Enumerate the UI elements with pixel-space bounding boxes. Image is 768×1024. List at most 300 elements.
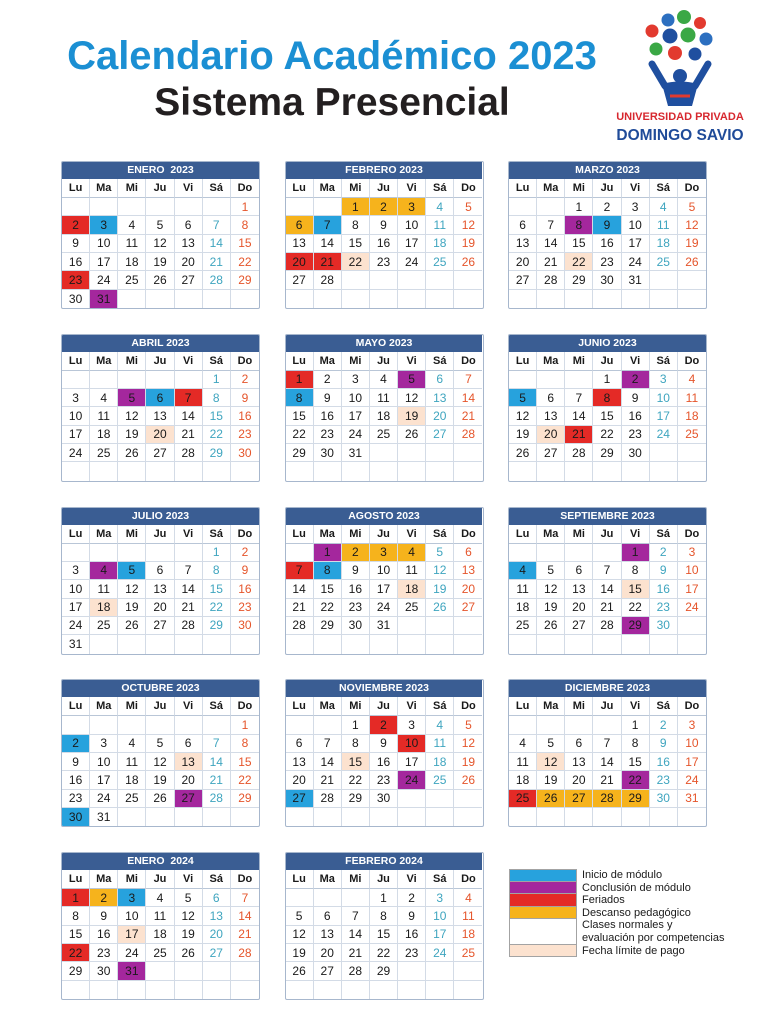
empty-cell [370,444,398,462]
day-cell: 9 [398,907,426,925]
day-cell: 19 [454,235,482,253]
empty-cell [146,198,174,216]
day-cell: 25 [118,790,146,808]
empty-cell [175,290,203,308]
day-cell: 18 [146,926,174,944]
empty-cell [90,198,118,216]
day-cell: 1 [203,544,231,562]
day-cell: 23 [231,599,259,617]
day-cell: 27 [314,962,342,980]
day-cell: 12 [454,735,482,753]
day-cell: 5 [678,198,706,216]
day-cell: 16 [593,235,621,253]
logo-figure [652,64,708,106]
day-cell: 4 [146,889,174,907]
empty-cell [146,371,174,389]
weekday-label: Mi [342,179,370,198]
month-header: MAYO 2023 [286,335,483,352]
weekday-label: Ma [537,525,565,544]
day-cell: 7 [593,562,621,580]
month-header: DICIEMBRE 2023 [509,680,706,697]
day-cell: 22 [231,253,259,271]
day-cell: 30 [314,444,342,462]
empty-cell [118,198,146,216]
weekday-label: Mi [565,352,593,371]
day-cell: 16 [370,235,398,253]
empty-cell [146,981,174,999]
day-cell: 11 [90,407,118,425]
day-cell: 21 [314,253,342,271]
day-cell: 21 [175,599,203,617]
day-cell: 28 [314,790,342,808]
day-cell: 8 [565,216,593,234]
weekday-label: Mi [118,697,146,716]
weekday-label: Do [231,352,259,371]
empty-cell [398,635,426,653]
weekday-label: Do [454,525,482,544]
empty-cell [509,808,537,826]
day-cell: 29 [286,444,314,462]
empty-cell [426,981,454,999]
weekday-label: Ju [146,352,174,371]
day-cell: 5 [146,735,174,753]
day-cell: 5 [509,389,537,407]
day-cell: 11 [454,907,482,925]
day-cell: 29 [62,962,90,980]
day-cell: 20 [537,426,565,444]
day-cell: 13 [565,580,593,598]
weekday-label: Vi [622,352,650,371]
university-logo [612,6,748,148]
day-cell: 1 [314,544,342,562]
day-cell: 18 [90,426,118,444]
weekday-label: Sá [426,697,454,716]
day-cell: 5 [537,562,565,580]
day-cell: 17 [622,235,650,253]
day-cell: 18 [454,926,482,944]
day-cell: 19 [398,407,426,425]
day-cell: 27 [286,271,314,289]
day-cell: 22 [314,599,342,617]
day-cell: 7 [175,562,203,580]
empty-cell [426,271,454,289]
day-cell: 4 [454,889,482,907]
day-cell: 26 [537,617,565,635]
day-cell: 9 [314,389,342,407]
empty-cell [286,462,314,480]
day-cell: 2 [593,198,621,216]
day-cell: 27 [175,790,203,808]
weekday-label: Do [678,525,706,544]
empty-cell [565,290,593,308]
day-cell: 28 [537,271,565,289]
day-cell: 3 [62,389,90,407]
weekday-label: Mi [118,352,146,371]
weekday-label: Vi [622,697,650,716]
day-cell: 12 [426,562,454,580]
weekday-label: Mi [342,352,370,371]
day-cell: 4 [426,716,454,734]
day-cell: 14 [454,389,482,407]
day-cell: 20 [175,771,203,789]
day-cell: 2 [622,371,650,389]
day-cell: 6 [286,216,314,234]
day-cell: 26 [146,790,174,808]
day-cell: 26 [454,771,482,789]
empty-cell [454,444,482,462]
weekday-label: Ma [537,697,565,716]
empty-cell [678,808,706,826]
empty-cell [286,981,314,999]
weekday-label: Ju [593,525,621,544]
weekday-label: Do [678,352,706,371]
weekday-label: Do [678,179,706,198]
empty-cell [118,716,146,734]
day-cell: 15 [203,407,231,425]
weekday-label: Vi [398,179,426,198]
day-cell: 1 [593,371,621,389]
weekday-label: Ju [146,697,174,716]
day-cell: 27 [203,944,231,962]
empty-cell [118,635,146,653]
day-cell: 24 [426,944,454,962]
month-mayo-2023 [285,334,484,482]
legend-item [509,945,724,958]
day-cell: 19 [118,599,146,617]
empty-cell [650,271,678,289]
day-cell: 6 [426,371,454,389]
day-cell: 3 [342,371,370,389]
day-cell: 16 [231,580,259,598]
day-cell: 28 [231,944,259,962]
day-cell: 18 [509,599,537,617]
empty-cell [650,808,678,826]
day-cell: 17 [678,580,706,598]
weekday-label: Do [678,697,706,716]
day-cell: 23 [370,253,398,271]
empty-cell [314,808,342,826]
weekday-label: Do [454,179,482,198]
empty-cell [593,635,621,653]
weekday-label: Vi [622,525,650,544]
day-cell: 23 [231,426,259,444]
day-cell: 9 [231,562,259,580]
day-cell: 5 [426,544,454,562]
day-cell: 3 [678,716,706,734]
day-cell: 6 [565,735,593,753]
weekday-label: Do [454,697,482,716]
weekday-label: Mi [565,697,593,716]
day-cell: 20 [203,926,231,944]
day-cell: 25 [426,771,454,789]
day-cell: 12 [118,580,146,598]
empty-cell [231,981,259,999]
day-cell: 11 [509,753,537,771]
day-cell: 20 [314,944,342,962]
day-cell: 12 [286,926,314,944]
empty-cell [509,198,537,216]
day-cell: 20 [509,253,537,271]
weekday-label: Sá [426,525,454,544]
day-cell: 30 [231,617,259,635]
empty-cell [426,808,454,826]
day-cell: 24 [90,790,118,808]
weekday-label: Sá [650,525,678,544]
day-cell: 26 [678,253,706,271]
day-cell: 6 [537,389,565,407]
weekday-label: Vi [175,697,203,716]
day-cell: 16 [342,580,370,598]
empty-cell [454,290,482,308]
month-header: ENERO 2023 [62,162,259,179]
day-cell: 14 [175,580,203,598]
day-cell: 31 [342,444,370,462]
day-cell: 11 [678,389,706,407]
empty-cell [286,889,314,907]
day-cell: 15 [622,753,650,771]
day-cell: 1 [62,889,90,907]
weekday-label: Mi [342,870,370,889]
day-cell: 10 [90,753,118,771]
weekday-label: Ma [90,697,118,716]
day-cell: 22 [62,944,90,962]
day-cell: 13 [175,753,203,771]
day-cell: 3 [398,716,426,734]
day-cell: 3 [62,562,90,580]
weekday-label: Do [454,870,482,889]
day-cell: 13 [454,562,482,580]
empty-cell [62,981,90,999]
day-cell: 18 [370,407,398,425]
day-cell: 13 [565,753,593,771]
page-title: Calendario Académico 2023 [67,34,597,78]
day-cell: 19 [118,426,146,444]
empty-cell [62,371,90,389]
day-cell: 30 [622,444,650,462]
weekday-label: Ju [593,697,621,716]
weekday-label: Do [231,179,259,198]
month-header: JULIO 2023 [62,508,259,525]
empty-cell [62,462,90,480]
weekday-label: Mi [342,697,370,716]
legend-label: Descanso pedagógico [582,906,691,919]
day-cell: 7 [565,389,593,407]
empty-cell [509,544,537,562]
empty-cell [231,290,259,308]
day-cell: 1 [286,371,314,389]
empty-cell [62,198,90,216]
legend-swatch [509,945,577,958]
day-cell: 26 [118,617,146,635]
empty-cell [90,716,118,734]
legend-swatch [509,919,577,944]
empty-cell [370,290,398,308]
month-header: FEBRERO 2024 [286,853,483,870]
day-cell: 4 [90,562,118,580]
empty-cell [454,635,482,653]
day-cell: 8 [203,389,231,407]
day-cell: 23 [90,944,118,962]
day-cell: 30 [62,808,90,826]
day-cell: 12 [398,389,426,407]
empty-cell [286,198,314,216]
legend-swatch [509,894,577,907]
empty-cell [370,635,398,653]
day-cell: 14 [593,580,621,598]
day-cell: 13 [314,926,342,944]
day-cell: 17 [398,235,426,253]
empty-cell [342,271,370,289]
day-cell: 6 [565,562,593,580]
day-cell: 15 [231,753,259,771]
empty-cell [342,290,370,308]
month-header: SEPTIEMBRE 2023 [509,508,706,525]
day-cell: 6 [203,889,231,907]
day-cell: 1 [231,198,259,216]
day-cell: 24 [678,771,706,789]
day-cell: 20 [146,426,174,444]
empty-cell [175,716,203,734]
empty-cell [650,444,678,462]
day-cell: 12 [146,753,174,771]
weekday-label: Vi [175,179,203,198]
day-cell: 28 [203,271,231,289]
day-cell: 9 [650,562,678,580]
empty-cell [537,198,565,216]
day-cell: 17 [370,580,398,598]
day-cell: 10 [622,216,650,234]
empty-cell [537,635,565,653]
day-cell: 7 [314,735,342,753]
day-cell: 26 [146,271,174,289]
empty-cell [146,808,174,826]
day-cell: 9 [370,216,398,234]
day-cell: 21 [593,599,621,617]
weekday-label: Mi [342,525,370,544]
day-cell: 5 [454,198,482,216]
day-cell: 2 [370,198,398,216]
day-cell: 17 [90,771,118,789]
day-cell: 31 [90,808,118,826]
day-cell: 31 [90,290,118,308]
empty-cell [565,635,593,653]
legend-label: Fecha límite de pago [582,944,685,957]
day-cell: 25 [90,444,118,462]
weekday-label: Ma [314,525,342,544]
weekday-label: Vi [175,352,203,371]
day-cell: 5 [286,907,314,925]
day-cell: 19 [426,580,454,598]
day-cell: 19 [454,753,482,771]
day-cell: 17 [90,253,118,271]
day-cell: 21 [565,426,593,444]
day-cell: 6 [454,544,482,562]
day-cell: 31 [622,271,650,289]
legend-item [509,894,724,907]
day-cell: 8 [62,907,90,925]
legend-swatch [509,907,577,920]
day-cell: 26 [509,444,537,462]
empty-cell [370,808,398,826]
empty-cell [314,462,342,480]
day-cell: 16 [90,926,118,944]
day-cell: 29 [370,962,398,980]
day-cell: 18 [426,235,454,253]
day-cell: 18 [426,753,454,771]
day-cell: 17 [650,407,678,425]
empty-cell [62,544,90,562]
empty-cell [398,808,426,826]
day-cell: 17 [342,407,370,425]
empty-cell [286,290,314,308]
day-cell: 28 [593,790,621,808]
empty-cell [90,544,118,562]
empty-cell [118,544,146,562]
legend-item [509,907,724,920]
day-cell: 15 [342,235,370,253]
month-marzo-2023 [508,161,707,309]
day-cell: 7 [203,216,231,234]
day-cell: 26 [398,426,426,444]
weekday-label: Vi [175,870,203,889]
empty-cell [398,271,426,289]
day-cell: 1 [622,716,650,734]
day-cell: 27 [146,617,174,635]
day-cell: 3 [370,544,398,562]
empty-cell [175,635,203,653]
empty-cell [678,462,706,480]
month-header: JUNIO 2023 [509,335,706,352]
weekday-label: Vi [622,179,650,198]
day-cell: 2 [90,889,118,907]
day-cell: 18 [650,235,678,253]
day-cell: 11 [509,580,537,598]
day-cell: 29 [231,271,259,289]
empty-cell [146,462,174,480]
day-cell: 14 [342,926,370,944]
day-cell: 5 [146,216,174,234]
day-cell: 13 [426,389,454,407]
day-cell: 27 [565,790,593,808]
day-cell: 2 [231,371,259,389]
weekday-label: Ma [90,525,118,544]
day-cell: 6 [286,735,314,753]
day-cell: 12 [146,235,174,253]
empty-cell [314,981,342,999]
legend-swatch [509,869,577,882]
empty-cell [231,462,259,480]
weekday-label: Ma [537,179,565,198]
day-cell: 16 [398,926,426,944]
day-cell: 19 [286,944,314,962]
day-cell: 14 [175,407,203,425]
day-cell: 10 [62,580,90,598]
empty-cell [118,808,146,826]
weekday-label: Ma [90,179,118,198]
day-cell: 13 [509,235,537,253]
empty-cell [118,981,146,999]
empty-cell [231,808,259,826]
empty-cell [342,981,370,999]
empty-cell [286,635,314,653]
day-cell: 14 [203,753,231,771]
day-cell: 29 [231,790,259,808]
day-cell: 1 [342,716,370,734]
day-cell: 23 [650,771,678,789]
day-cell: 25 [90,617,118,635]
day-cell: 16 [231,407,259,425]
day-cell: 28 [454,426,482,444]
